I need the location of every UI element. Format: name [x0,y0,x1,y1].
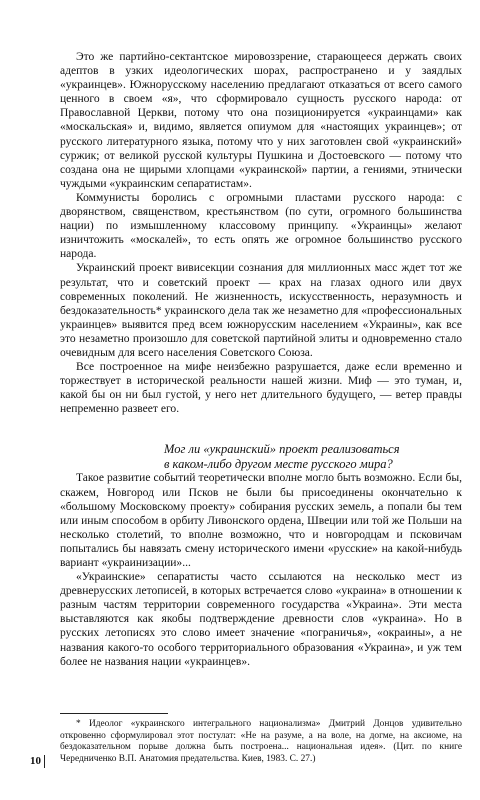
footnote-divider [60,713,168,714]
paragraph-6: «Украинские» сепаратисты часто ссылаются на несколько мест из древнерусских летописей, в которых встречается слово «украина» в отношении к разным частям территории современного государства «Украина». Эти места выставляются как якобы подтверждение древности слов «украина». Но в русских летописях это слово имеет значение «пограничья», «окраины», а не названия какого-то особого территориального образования «Украина», и уж тем более не названия нации «украинцев». [60,571,462,668]
section-heading-line-1: Мог ли «украинский» проект реализоваться [164,442,400,457]
section-heading-line-2: в каком-либо другом месте русского мира? [164,456,393,471]
paragraph-2: Коммунисты боролись с огромными пластами русского народа: с дворянством, священством, крестьянством (по сути, огромного большинства нации) по измышленному классовому принципу. «Украинцы» желают изничтожить «москалей», то есть опять же огромное большинство русского народа. [60,191,462,261]
footnote [60,719,462,765]
paragraph-5: Такое развитие событий теоретически вполне могло быть возможно. Если бы, скажем, Новгород или Псков не были бы присоединены окончательно к «большому Московскому проекту» собирания русских земель, а попали бы тем или иным способом в орбиту Ливонского ордена, Швеции или той же Польши на несколько столетий, то вполне возможно, что и новгородцам и псковичам попытались бы навязать смену исторического имени «русские» на какой-нибудь вариант «украинизации»... [60,472,462,569]
paragraph-4: Все построенное на мифе неизбежно разрушается, даже если временно и торжествует в исторической реальности нашей жизни. Миф — это туман, и, какой бы он ни был густой, у него нет длительного будущего, — ветер правды непременно развеет его. [60,361,462,416]
main-text [60,50,462,669]
paragraph-1: Это же партийно-сектантское мировоззрение, старающееся держать своих адептов в узких идеологических шорах, распространено и у заядлых «украинцев». Южнорусскому населению предлагают отказаться от всего самого ценного в своем «я», что сформировало сущность русского народа: от Православной Церкви, потому что она позиционируется «украинцами» как «москальская» и, видимо, является опиумом для «настоящих украинцев»; от русского литературного языка, потому что у них заготовлен свой «украинский» суржик; от великой русской культуры Пушкина и Достоевского — потому что создана она не щирыми хлопцами «украинской» партии, а гениями, этнически чуждыми «украинским сепаратистам». [60,51,462,190]
paragraph-3: Украинский проект вивисекции сознания для миллионных масс ждет тот же результат, что и советский проект — крах на глазах одного или двух современных поколений. Не жизненность, искусственность, неразумность и бездоказательность* украинского дела так же незаметно для «профессиональных украинцев» выявится пред всем южнорусским населением «Украины», как все это незаметно произошло для советской партийной элиты и одновременно стало очевидным для всего населения Советского Союза. [60,262,462,359]
page-number: 10 [30,755,45,768]
footnote-text: * Идеолог «украинского интегрального национализма» Дмитрий Донцов удивительно откровенно сформулировал этот постулат: «Не на разуме, а на воле, на догме, на аксиоме, на бездоказательном порыве должна быть построена... национальная идея». (Цит. по книге Чередниченко В.П. Анатомия предательства. Киев, 1983. С. 27.) [60,719,462,764]
section-heading [164,442,462,471]
